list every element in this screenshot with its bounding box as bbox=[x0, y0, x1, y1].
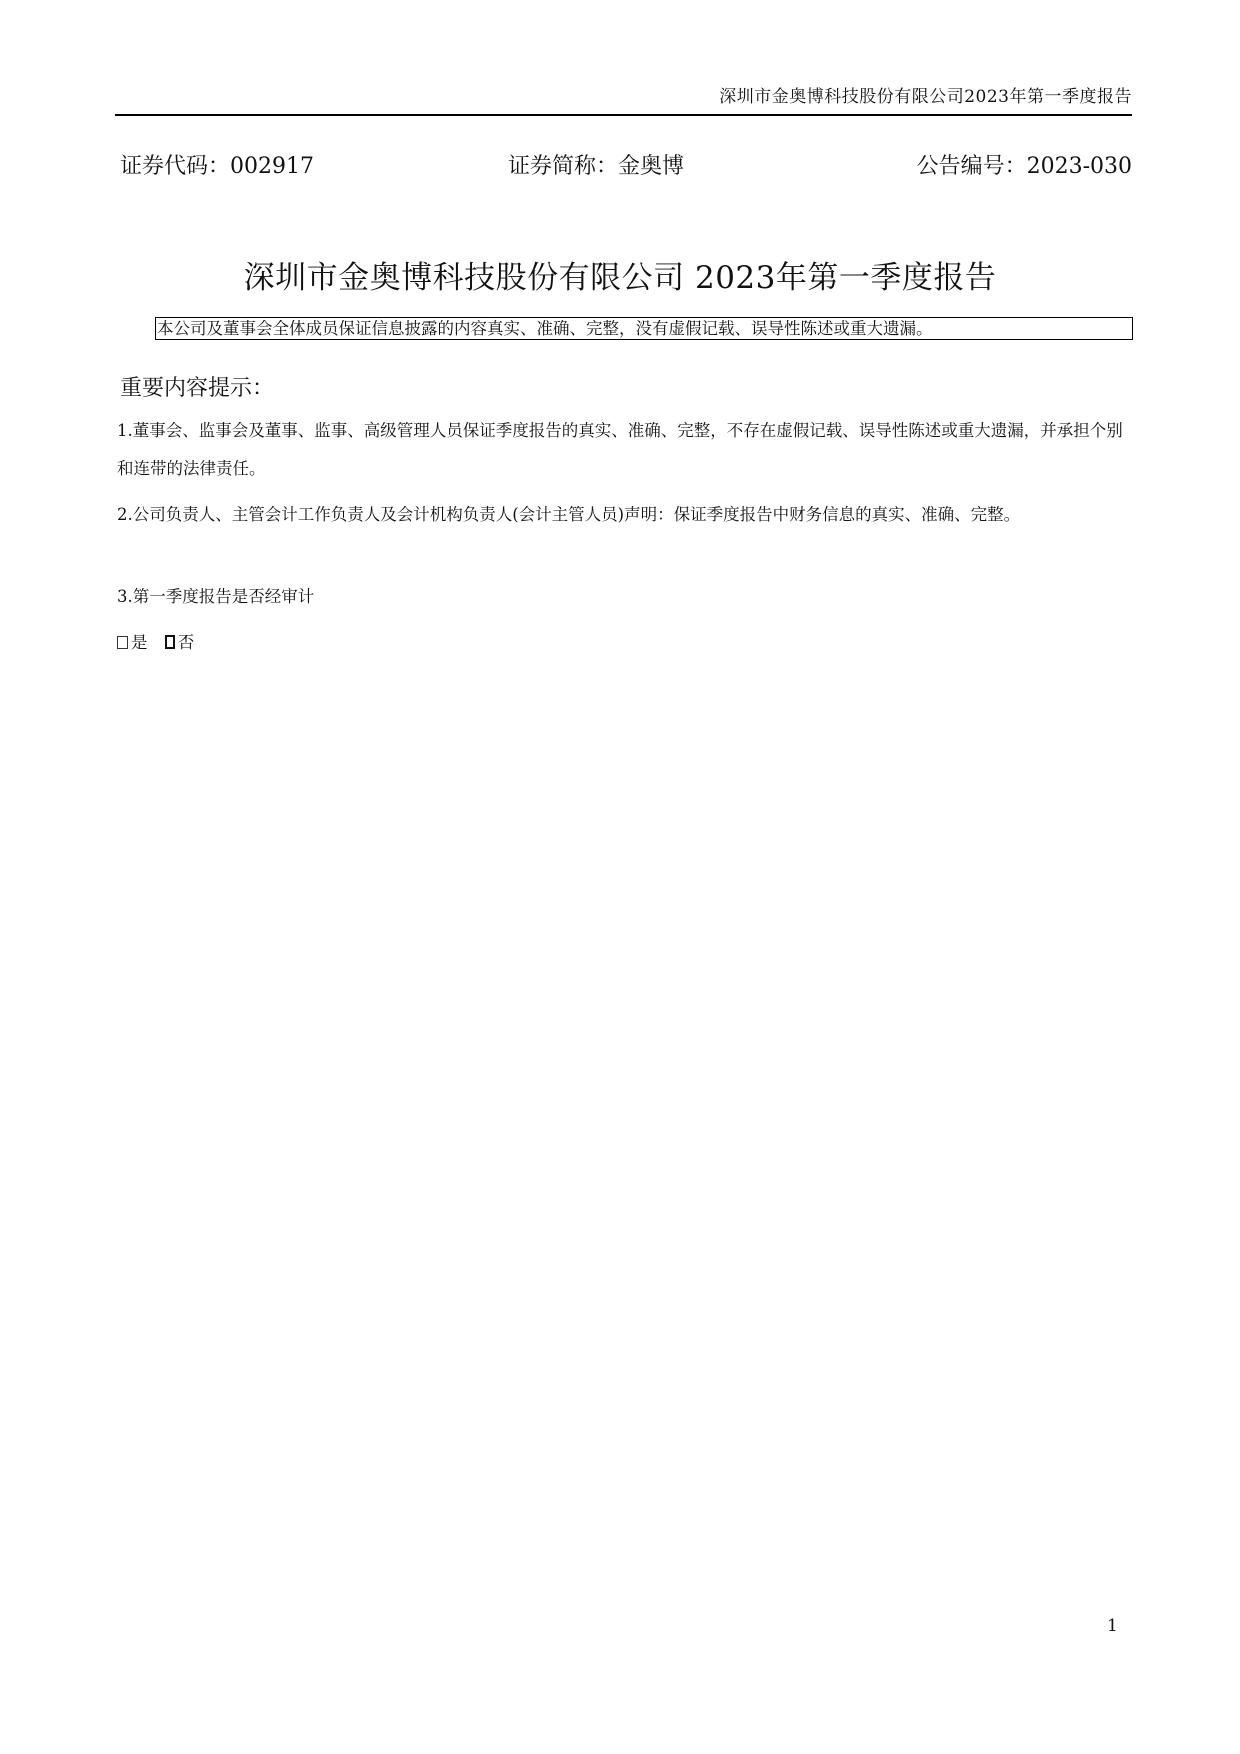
stock-meta-row bbox=[120, 152, 1132, 182]
announcement-no-value: 2023-030 bbox=[1026, 154, 1132, 179]
stock-abbr-label: 证券简称： bbox=[508, 154, 619, 179]
audit-options bbox=[117, 624, 206, 662]
section-heading: 重要内容提示： bbox=[120, 376, 275, 401]
stock-code-label: 证券代码： bbox=[120, 154, 231, 179]
audit-no-checkbox bbox=[165, 635, 175, 649]
audit-no-label: 否 bbox=[177, 633, 195, 652]
header-divider bbox=[115, 114, 1132, 116]
page-number: 1 bbox=[1107, 1616, 1118, 1636]
stock-code bbox=[120, 152, 314, 182]
declaration-box: 本公司及董事会全体成员保证信息披露的内容真实、准确、完整，没有虚假记载、误导性陈述或重大遗漏。 bbox=[155, 317, 1133, 340]
running-header: 深圳市金奥博科技股份有限公司2023年第一季度报告 bbox=[719, 87, 1132, 107]
document-title: 深圳市金奥博科技股份有限公司 2023年第一季度报告 bbox=[243, 260, 997, 296]
audit-yes-label: 是 bbox=[131, 633, 148, 652]
stock-abbreviation bbox=[508, 152, 684, 182]
notice-paragraph-1: 1.董事会、监事会及董事、监事、高级管理人员保证季度报告的真实、准确、完整，不存在虚假记载、误导性陈述或重大遗漏，并承担个别和连带的法律责任。 bbox=[117, 421, 1123, 478]
announcement-no-label: 公告编号： bbox=[916, 154, 1027, 179]
stock-abbr-value: 金奥博 bbox=[618, 154, 685, 179]
stock-code-value: 002917 bbox=[230, 154, 314, 179]
notice-paragraph-2: 2.公司负责人、主管会计工作负责人及会计机构负责人(会计主管人员)声明：保证季度报告中财务信息的真实、准确、完整。 bbox=[117, 505, 1021, 524]
announcement-number bbox=[917, 152, 1132, 182]
audit-yes-checkbox bbox=[117, 636, 128, 649]
notice-paragraph-3: 3.第一季度报告是否经审计 bbox=[117, 587, 315, 606]
